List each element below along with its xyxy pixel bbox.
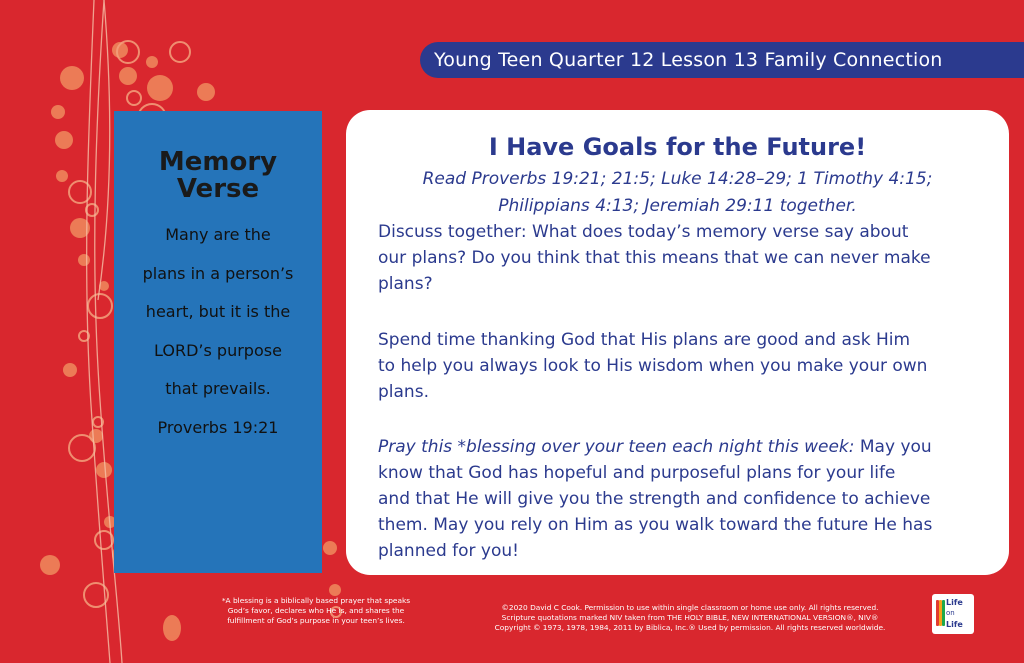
memory-verse-line: Many are the — [165, 225, 271, 244]
footnote-line: *A blessing is a biblically based prayer that speaks — [221, 596, 411, 605]
paragraph-line — [378, 434, 988, 460]
memory-verse-box — [114, 111, 322, 573]
paragraph-line: them. May you rely on Him as you walk toward the future He has — [378, 515, 933, 535]
paragraph-line: and that He will give you the strength and confidence to achieve — [378, 489, 931, 509]
copyright-notice — [455, 603, 925, 633]
memory-verse-reference: Proverbs 19:21 — [157, 417, 279, 437]
footnote-line: fulfillment of God’s purpose in your teen’s lives. — [227, 616, 405, 625]
paragraph-line: planned for you! — [378, 541, 519, 561]
logo-line: on — [946, 609, 955, 617]
logo-line: Life — [946, 620, 963, 629]
copyright-line: Scripture quotations marked NIV taken from THE HOLY BIBLE, NEW INTERNATIONAL VERSION®, NIV® — [501, 613, 879, 622]
discuss-paragraph — [378, 219, 988, 297]
blessing-text: May you — [859, 437, 932, 457]
logo-text — [946, 597, 972, 630]
memory-verse-line: LORD’s purpose — [154, 340, 282, 360]
copyright-line: ©2020 David C Cook. Permission to use within single classroom or home use only. All rights reserved. — [501, 603, 879, 612]
scripture-line: Read Proverbs 19:21; 21:5; Luke 14:28–29; 1 Timothy 4:15; — [422, 169, 933, 189]
life-on-life-logo-icon — [932, 594, 974, 634]
memory-verse-title — [114, 149, 322, 203]
copyright-line: Copyright © 1973, 1978, 1984, 2011 by Biblica, Inc.® Used by permission. All rights reserved worldwide. — [494, 623, 886, 632]
paragraph-line: to help you always look to His wisdom when you make your own — [378, 356, 928, 376]
memory-verse-line: that prevails. — [165, 379, 271, 399]
blessing-paragraph — [378, 434, 988, 564]
logo-line: Life — [946, 598, 963, 607]
paragraph-line: know that God has hopeful and purposeful plans for your life — [378, 463, 896, 483]
memory-verse-title-line: Verse — [176, 174, 260, 204]
paragraph-line: plans. — [378, 382, 429, 402]
paragraph-line: Spend time thanking God that His plans are good and ask Him — [378, 330, 911, 350]
logo-stripe — [942, 600, 945, 626]
paragraph-line: plans? — [378, 274, 433, 294]
paragraph-line: Discuss together: What does today’s memory verse say about — [378, 222, 909, 242]
header-title: Young Teen Quarter 12 Lesson 13 Family Connection — [434, 49, 943, 71]
lesson-card — [346, 110, 1009, 575]
memory-verse-text — [124, 216, 312, 448]
memory-verse-line: plans in a person’s — [142, 263, 294, 283]
blessing-intro: Pray this *blessing over your teen each night this week: — [378, 437, 855, 457]
memory-verse-title-line: Memory — [158, 147, 278, 177]
scripture-references — [376, 166, 979, 220]
spend-time-paragraph — [378, 327, 988, 405]
blessing-footnote — [200, 596, 432, 626]
memory-verse-line: heart, but it is the — [145, 302, 291, 322]
paragraph-line: our plans? Do you think that this means that we can never make — [378, 248, 931, 268]
footnote-line: God’s favor, declares who He is, and shares the — [227, 606, 405, 615]
scripture-line: Philippians 4:13; Jeremiah 29:11 together. — [498, 196, 857, 216]
card-title: I Have Goals for the Future! — [488, 133, 867, 161]
